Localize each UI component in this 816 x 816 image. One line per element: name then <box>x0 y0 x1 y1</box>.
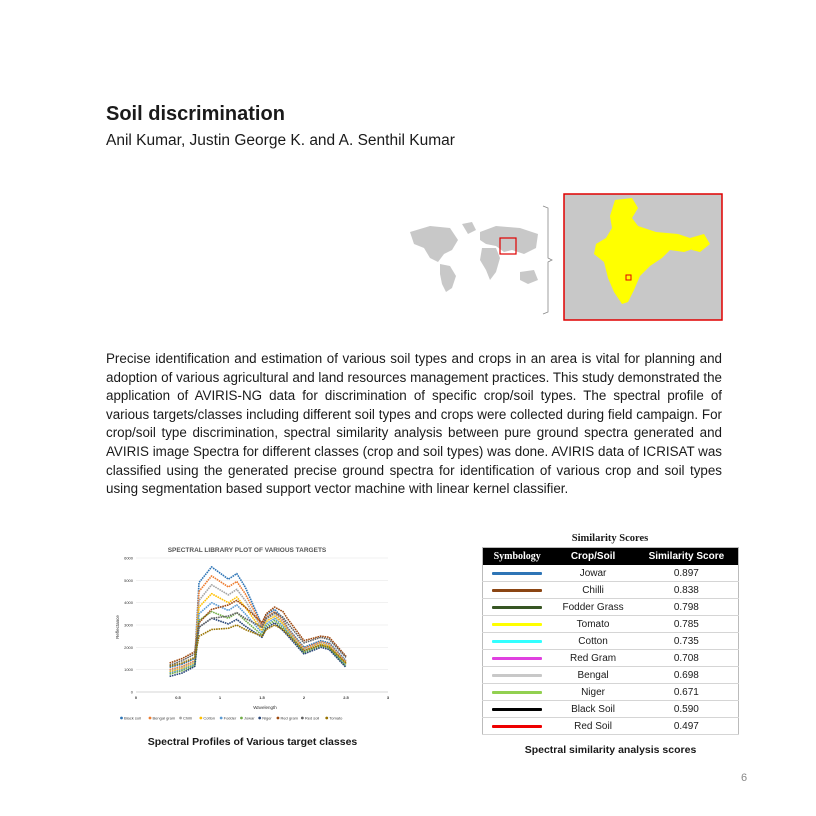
symbology-swatch <box>483 701 552 718</box>
authors: Anil Kumar, Justin George K. and A. Senthil Kumar <box>106 132 455 149</box>
line-swatch <box>492 725 542 728</box>
crop-soil-cell: Niger <box>551 684 634 701</box>
legend-marker <box>240 717 243 720</box>
abstract: Precise identification and estimation of various soil types and crops in an area is vital for planning and adoption of various agricultural and land resources management practices. This study demonstrated the application of AVIRIS-NG data for discrimination of specific crop/soil types. The spectral profile of various targets/classes including different soil types and crops were collected during field campaign. For crop/soil type discrimination, spectral similarity analysis between pure ground spectra generated and AVIRIS image Spectra for different classes (crop and soil types) was done. AVIRIS data of ICRISAT was classified using the generated precise ground spectra for identification of various crop and soil types using segmentation based support vector machine with linear kernel classifier. <box>106 351 722 497</box>
line-swatch <box>492 657 542 660</box>
table-row <box>483 565 739 582</box>
chart-ticks <box>124 556 390 701</box>
chart-series <box>170 567 346 677</box>
similarity-score-cell: 0.798 <box>635 599 739 616</box>
legend-marker <box>149 717 152 720</box>
line-swatch <box>492 589 542 592</box>
column-header-crop-soil: Crop/Soil <box>551 548 634 566</box>
x-tick-label: 0.5 <box>175 695 181 700</box>
similarity-score-cell: 0.897 <box>635 565 739 582</box>
table-row <box>483 582 739 599</box>
similarity-score-cell: 0.785 <box>635 616 739 633</box>
x-tick-label: 3 <box>386 695 390 700</box>
legend-label: Chilli <box>183 715 192 721</box>
table-row <box>483 667 739 684</box>
similarity-table-title: Similarity Scores <box>571 533 649 544</box>
table-row <box>483 599 739 616</box>
legend-marker <box>258 717 261 720</box>
chart-legend <box>120 716 343 721</box>
symbology-swatch <box>483 650 552 667</box>
column-header-similarity-score: Similarity Score <box>635 548 739 566</box>
symbology-swatch <box>483 633 552 650</box>
y-tick-label: 6000 <box>124 555 133 561</box>
crop-soil-cell: Jowar <box>551 565 634 582</box>
table-row <box>483 718 739 735</box>
line-swatch <box>492 640 542 643</box>
line-swatch <box>492 572 542 575</box>
symbology-swatch <box>483 667 552 684</box>
y-tick-label: 0 <box>130 689 133 695</box>
similarity-score-cell: 0.698 <box>635 667 739 684</box>
line-swatch <box>492 708 542 711</box>
legend-marker <box>220 717 223 720</box>
legend-label: Tomato <box>329 715 343 721</box>
y-tick-label: 3000 <box>124 622 133 628</box>
symbology-swatch <box>483 684 552 701</box>
x-tick-label: 0 <box>134 695 138 700</box>
y-axis-label: Reflectance <box>115 615 120 639</box>
legend-marker <box>325 717 328 720</box>
symbology-swatch <box>483 599 552 616</box>
table-row <box>483 633 739 650</box>
column-header-symbology: Symbology <box>483 548 552 566</box>
table-row <box>483 684 739 701</box>
similarity-score-cell: 0.708 <box>635 650 739 667</box>
crop-soil-cell: Bengal <box>551 667 634 684</box>
world-map <box>405 220 543 295</box>
symbology-swatch <box>483 718 552 735</box>
y-tick-label: 1000 <box>124 667 133 673</box>
page-title: Soil discrimination <box>106 103 285 125</box>
crop-soil-cell: Cotton <box>551 633 634 650</box>
y-tick-label: 5000 <box>124 577 133 583</box>
y-tick-label: 2000 <box>124 644 133 650</box>
line-swatch <box>492 606 542 609</box>
india-map <box>564 194 722 320</box>
legend-label: Niger <box>262 715 272 721</box>
x-tick-label: 2.5 <box>343 695 349 700</box>
similarity-score-cell: 0.671 <box>635 684 739 701</box>
chart-title: SPECTRAL LIBRARY PLOT OF VARIOUS TARGETS <box>167 547 327 554</box>
line-swatch <box>492 691 542 694</box>
line-swatch <box>492 623 542 626</box>
study-area-map <box>400 192 730 322</box>
legend-label: Fodder <box>223 715 237 721</box>
similarity-score-cell: 0.735 <box>635 633 739 650</box>
y-tick-label: 4000 <box>124 600 133 606</box>
spectral-library-chart <box>110 540 395 730</box>
x-tick-label: 2 <box>302 695 306 700</box>
symbology-swatch <box>483 616 552 633</box>
legend-label: Red gram <box>280 715 299 721</box>
table-row <box>483 616 739 633</box>
symbology-swatch <box>483 565 552 582</box>
legend-marker <box>120 717 123 720</box>
chart-caption: Spectral Profiles of Various target classes <box>147 736 358 748</box>
similarity-table <box>482 547 739 735</box>
page-number: 6 <box>741 772 748 784</box>
legend-label: Red soil <box>304 715 320 721</box>
legend-marker <box>199 717 202 720</box>
similarity-score-cell: 0.838 <box>635 582 739 599</box>
symbology-swatch <box>483 582 552 599</box>
table-header-row <box>483 548 739 566</box>
line-swatch <box>492 674 542 677</box>
legend-marker <box>277 717 280 720</box>
crop-soil-cell: Red Gram <box>551 650 634 667</box>
x-tick-label: 1.5 <box>259 695 265 700</box>
table-row <box>483 650 739 667</box>
crop-soil-cell: Chilli <box>551 582 634 599</box>
legend-marker <box>301 717 304 720</box>
legend-label: Jowar <box>243 715 255 721</box>
legend-label: Bengal gram <box>152 715 176 721</box>
crop-soil-cell: Fodder Grass <box>551 599 634 616</box>
similarity-score-cell: 0.497 <box>635 718 739 735</box>
similarity-score-cell: 0.590 <box>635 701 739 718</box>
crop-soil-cell: Tomato <box>551 616 634 633</box>
table-row <box>483 701 739 718</box>
crop-soil-cell: Red Soil <box>551 718 634 735</box>
x-axis-label: Wavelength <box>253 705 277 710</box>
x-tick-label: 1 <box>218 695 222 700</box>
legend-label: Cotton <box>203 715 216 721</box>
legend-marker <box>179 717 182 720</box>
crop-soil-cell: Black Soil <box>551 701 634 718</box>
similarity-table-caption: Spectral similarity analysis scores <box>524 744 697 756</box>
legend-label: Black soil <box>124 715 141 721</box>
